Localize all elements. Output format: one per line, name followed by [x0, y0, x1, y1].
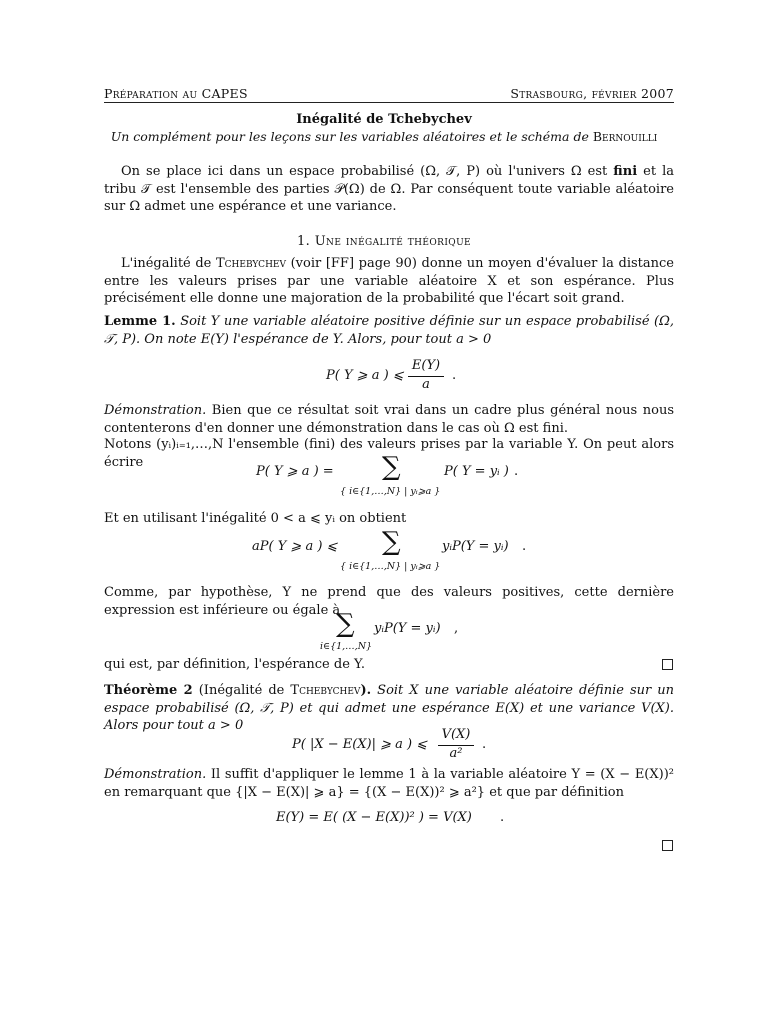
proof1-label: Démonstration. — [104, 403, 207, 418]
equation-lemma — [104, 358, 674, 394]
document-title: Inégalité de Tchebychev — [296, 112, 472, 127]
eq4-end: , — [454, 621, 459, 636]
section-paragraph — [104, 255, 674, 308]
notons-line: Notons (yᵢ)ᵢ₌₁,…,N l'ensemble (fini) des valeurs prises par la variable Y. On peut alors écrire — [104, 437, 674, 470]
eq3-term: yᵢP(Y = yᵢ) — [442, 539, 509, 554]
eq5-denominator: a² — [449, 746, 463, 761]
theorem-paren-post: ). — [360, 683, 372, 698]
proof-1 — [104, 402, 674, 437]
eq2-sum-index: { i∈{1,…,N} | yᵢ⩾a } — [340, 486, 441, 497]
proof2-text: Il suffit d'appliquer le lemme 1 à la variable aléatoire Y = (X − E(X))² en remarquant que {|X − E(X)| ⩾ a} = {(X − E(X))² ⩾ a²} et que par définition — [104, 767, 674, 800]
eq2-end: . — [514, 464, 519, 479]
section-para-1: L'inégalité de — [121, 256, 216, 271]
et-en-line: Et en utilisant l'inégalité 0 < a ⩽ yᵢ on obtient — [104, 511, 407, 526]
document-subtitle — [0, 129, 768, 144]
section-para-name: Tchebychev — [215, 256, 286, 271]
qed-square — [662, 659, 673, 670]
eq3-sum-sign: ∑ — [382, 527, 401, 557]
eq1-lhs: P( Y ⩾ a ) ⩽ — [326, 368, 404, 383]
eq5-numerator: V(X) — [441, 727, 471, 742]
qed-square-2 — [662, 840, 673, 851]
eq4-sum-sign: ∑ — [336, 609, 355, 639]
eq2-term: P( Y = yᵢ ) — [444, 464, 509, 479]
intro-paragraph — [104, 163, 674, 216]
eq5-end: . — [482, 737, 487, 752]
section-para-3: (voir [FF] page 90) donne un moyen d'évaluer la distance entre les valeurs prises par une variable aléatoire X et son espérance. Plus précisément elle donne une majoration de la probabilité que l'écart soit grand. — [104, 256, 674, 306]
eq3-sum-index: { i∈{1,…,N} | yᵢ⩾a } — [340, 561, 441, 572]
theorem-label: Théorème 2 — [104, 683, 193, 698]
lemma-statement: Soit Y une variable aléatoire positive définie sur un espace probabilisé (Ω, 𝒯, P). On note E(Y) l'espérance de Y. Alors, pour tout a > 0 — [104, 314, 675, 347]
running-header — [104, 86, 674, 103]
eq1-denominator: a — [422, 377, 430, 392]
intro-part-1: On se place ici dans un espace probabilisé (Ω, 𝒯, P) où l'univers Ω est — [121, 164, 614, 179]
lemma-label: Lemme 1. — [104, 314, 176, 329]
eq1-numerator: E(Y) — [411, 358, 441, 373]
eq3-lhs: aP( Y ⩾ a ) ⩽ — [252, 539, 338, 554]
qui-est-line: qui est, par définition, l'espérance de Y. — [104, 657, 366, 672]
proof2-label: Démonstration. — [104, 767, 207, 782]
equation-sum-3 — [104, 609, 674, 655]
intro-bold-fini: fini — [613, 164, 638, 179]
eq2-lhs: P( Y ⩾ a ) = — [256, 464, 334, 479]
eq4-sum-index: i∈{1,…,N} — [320, 641, 373, 652]
header-left: Préparation au CAPES — [104, 86, 248, 101]
eq3-end: . — [522, 539, 527, 554]
equation-variance — [104, 810, 674, 832]
eq6-end: . — [500, 810, 505, 825]
equation-sum-2 — [104, 527, 674, 581]
lemma-1 — [104, 313, 674, 348]
header-right: Strasbourg, février 2007 — [510, 86, 674, 101]
equation-theorem — [104, 727, 674, 763]
comme-paragraph: Comme, par hypothèse, Y ne prend que des valeurs positives, cette dernière expression est inférieure ou égale à — [104, 585, 674, 618]
intro-part-3: et la tribu 𝒯 est l'ensemble des parties 𝒫(Ω) de Ω. Par conséquent toute variable aléatoire sur Ω admet une espérance et une variance. — [104, 164, 674, 214]
eq2-sum-sign: ∑ — [382, 452, 401, 482]
subtitle-text: Un complément pour les leçons sur les variables aléatoires et le schéma de — [110, 129, 589, 144]
proof1-text: Bien que ce résultat soit vrai dans un cadre plus général nous nous contenterons d'en donner une démonstration dans le cas où Ω est fini. — [104, 403, 674, 436]
eq4-term: yᵢP(Y = yᵢ) — [374, 621, 441, 636]
theorem-statement: Soit X une variable aléatoire définie sur un espace probabilisé (Ω, 𝒯, P) et qui admet une espérance E(X) et une variance V(X). Alors pour tout a > 0 — [104, 683, 674, 733]
theorem-paren-pre: (Inégalité de — [192, 683, 291, 698]
eq5-lhs: P( |X − E(X)| ⩾ a ) ⩽ — [292, 737, 428, 752]
eq1-end: . — [452, 368, 457, 383]
eq6-text: E(Y) = E( (X − E(X))² ) = V(X) — [276, 810, 472, 825]
section-heading: 1. Une inégalité théorique — [296, 234, 472, 249]
proof-2 — [104, 766, 674, 801]
theorem-paren-name: Tchebychev — [290, 683, 361, 698]
subtitle-name: Bernouilli — [592, 129, 658, 144]
